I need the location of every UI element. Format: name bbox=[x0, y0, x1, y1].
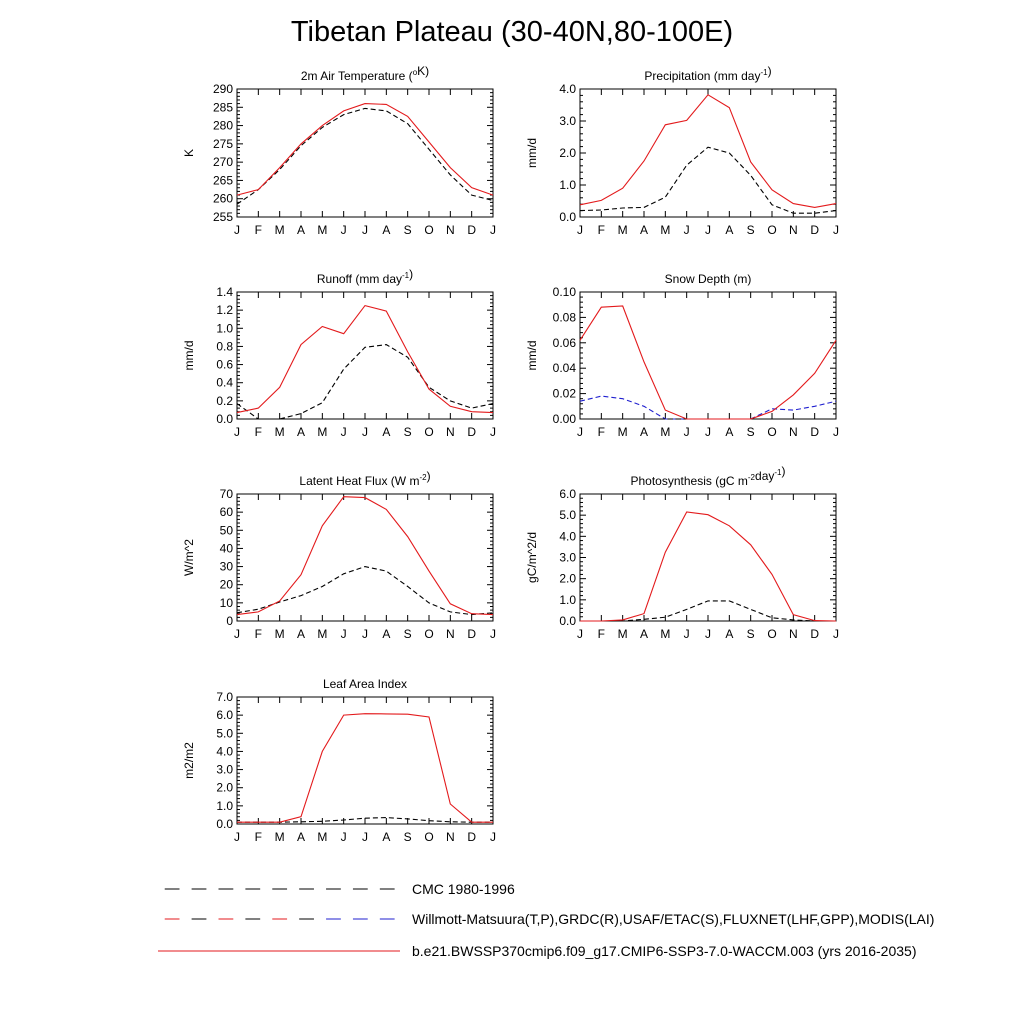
x-tick-label: J bbox=[362, 223, 368, 237]
legend-label: CMC 1980-1996 bbox=[412, 881, 515, 897]
x-tick-label: M bbox=[617, 425, 628, 439]
x-tick-label: D bbox=[467, 627, 477, 641]
y-axis-label: m2/m2 bbox=[182, 742, 196, 779]
y-tick-label: 6.0 bbox=[216, 708, 233, 723]
x-tick-label: M bbox=[274, 830, 285, 844]
x-tick-label: A bbox=[296, 627, 306, 641]
x-tick-label: D bbox=[467, 425, 477, 439]
chart-title: Photosynthesis (gC $m^{-2}day^{-1}$) bbox=[630, 464, 786, 488]
y-tick-label: 1.4 bbox=[216, 285, 233, 299]
x-tick-label: J bbox=[340, 425, 347, 439]
y-tick-label: 4.0 bbox=[216, 744, 233, 759]
y-tick-label: 0.10 bbox=[552, 285, 576, 299]
x-tick-label: O bbox=[767, 627, 777, 641]
y-tick-label: 280 bbox=[212, 118, 233, 133]
chart-lhf bbox=[182, 469, 496, 641]
x-tick-label: J bbox=[234, 830, 240, 844]
series-line-model bbox=[237, 306, 493, 413]
y-tick-label: 10 bbox=[219, 595, 233, 610]
x-tick-label: M bbox=[317, 627, 328, 641]
x-tick-label: N bbox=[788, 425, 798, 439]
y-tick-label: 1.0 bbox=[559, 592, 576, 607]
x-tick-label: O bbox=[767, 425, 777, 439]
y-axis-label: mm/d bbox=[525, 340, 539, 371]
x-tick-label: D bbox=[467, 830, 477, 844]
plot-frame bbox=[237, 292, 493, 419]
x-tick-label: J bbox=[362, 425, 368, 439]
x-tick-label: O bbox=[424, 627, 434, 641]
y-tick-label: 0.08 bbox=[552, 310, 576, 325]
y-tick-label: 0.04 bbox=[552, 361, 576, 376]
y-axis-label: mm/d bbox=[525, 138, 539, 168]
x-tick-label: D bbox=[467, 223, 477, 237]
y-tick-label: 6.0 bbox=[559, 487, 576, 501]
x-tick-label: N bbox=[445, 425, 455, 439]
x-tick-label: A bbox=[382, 425, 391, 439]
plot-frame bbox=[580, 89, 836, 217]
x-tick-label: J bbox=[490, 223, 496, 237]
x-tick-label: D bbox=[810, 223, 820, 237]
y-axis-label: W/m^2 bbox=[182, 539, 196, 576]
y-tick-label: 3.0 bbox=[559, 550, 576, 565]
x-tick-label: N bbox=[788, 223, 798, 237]
x-tick-label: M bbox=[660, 425, 671, 439]
x-tick-label: A bbox=[296, 223, 306, 237]
x-tick-label: J bbox=[577, 627, 583, 641]
x-tick-label: J bbox=[577, 223, 583, 237]
y-tick-label: 0.00 bbox=[552, 412, 576, 426]
x-tick-label: J bbox=[340, 627, 347, 641]
plot-frame bbox=[237, 494, 493, 621]
plot-frame bbox=[580, 292, 836, 419]
y-tick-label: 1.0 bbox=[216, 321, 233, 336]
y-tick-label: 4.0 bbox=[559, 82, 576, 96]
chart-snow bbox=[525, 272, 839, 439]
chart-panels bbox=[182, 64, 839, 844]
x-tick-label: S bbox=[746, 425, 755, 439]
x-tick-label: A bbox=[639, 223, 649, 237]
y-tick-label: 0.0 bbox=[559, 614, 576, 628]
x-tick-label: A bbox=[296, 425, 306, 439]
y-tick-label: 30 bbox=[219, 559, 233, 574]
x-tick-label: J bbox=[683, 627, 690, 641]
x-tick-label: A bbox=[725, 425, 734, 439]
y-tick-label: 60 bbox=[219, 505, 233, 520]
x-tick-label: M bbox=[317, 425, 328, 439]
x-tick-label: O bbox=[424, 830, 434, 844]
y-axis-label: K bbox=[182, 148, 196, 158]
plot-frame bbox=[580, 494, 836, 621]
y-tick-label: 0.02 bbox=[552, 386, 576, 401]
x-tick-label: F bbox=[597, 223, 606, 237]
y-tick-label: 275 bbox=[212, 136, 233, 151]
x-tick-label: N bbox=[445, 627, 455, 641]
x-tick-label: J bbox=[577, 425, 583, 439]
chart-runoff bbox=[182, 267, 496, 439]
y-tick-label: 0.6 bbox=[216, 357, 233, 372]
x-tick-label: D bbox=[810, 425, 820, 439]
y-tick-label: 3.0 bbox=[559, 114, 576, 128]
series-line-model bbox=[237, 714, 493, 823]
y-tick-label: 7.0 bbox=[216, 690, 233, 704]
chart-title: Precipitation (mm day$^{-1}$) bbox=[644, 64, 772, 83]
x-tick-label: J bbox=[234, 627, 240, 641]
plot-frame bbox=[237, 697, 493, 824]
figure-title: Tibetan Plateau (30-40N,80-100E) bbox=[290, 16, 734, 48]
y-tick-label: 260 bbox=[212, 191, 233, 206]
chart-temp bbox=[182, 64, 496, 237]
y-tick-label: 0.0 bbox=[216, 412, 233, 426]
y-tick-label: 40 bbox=[219, 541, 233, 556]
y-tick-label: 0.8 bbox=[216, 339, 233, 354]
x-tick-label: M bbox=[274, 627, 285, 641]
x-tick-label: S bbox=[746, 627, 755, 641]
x-tick-label: J bbox=[683, 425, 690, 439]
y-tick-label: 1.0 bbox=[559, 178, 576, 192]
y-tick-label: 270 bbox=[212, 155, 233, 170]
x-tick-label: J bbox=[833, 627, 839, 641]
x-tick-label: F bbox=[254, 425, 263, 439]
series-line-model bbox=[580, 306, 836, 419]
x-tick-label: N bbox=[445, 223, 455, 237]
x-tick-label: F bbox=[254, 830, 263, 844]
x-tick-label: J bbox=[833, 425, 839, 439]
x-tick-label: F bbox=[254, 223, 263, 237]
series-line-model bbox=[580, 512, 836, 621]
x-tick-label: J bbox=[362, 830, 368, 844]
chart-title: Snow Depth (m) bbox=[664, 272, 752, 286]
x-tick-label: N bbox=[445, 830, 455, 844]
y-tick-label: 3.0 bbox=[216, 762, 233, 777]
y-tick-label: 285 bbox=[212, 100, 233, 115]
x-tick-label: J bbox=[234, 425, 240, 439]
x-tick-label: J bbox=[490, 830, 496, 844]
chart-title: Runoff (mm day$^{-1}$) bbox=[316, 267, 414, 286]
legend-entry bbox=[165, 881, 515, 897]
x-tick-label: J bbox=[705, 223, 711, 237]
y-tick-label: 0.2 bbox=[216, 393, 233, 408]
x-tick-label: A bbox=[296, 830, 306, 844]
y-tick-label: 5.0 bbox=[559, 508, 576, 523]
y-tick-label: 5.0 bbox=[216, 726, 233, 741]
y-tick-label: 255 bbox=[212, 210, 233, 224]
y-tick-label: 1.0 bbox=[216, 798, 233, 813]
y-tick-label: 50 bbox=[219, 523, 233, 538]
x-tick-label: J bbox=[683, 223, 690, 237]
chart-gpp bbox=[525, 464, 839, 641]
legend-entry bbox=[165, 911, 935, 927]
legend-label: Willmott-Matsuura(T,P),GRDC(R),USAF/ETAC(S),FLUXNET(LHF,GPP),MODIS(LAI) bbox=[412, 911, 935, 927]
y-tick-label: 20 bbox=[219, 577, 233, 592]
x-tick-label: J bbox=[705, 627, 711, 641]
chart-title: 2m Air Temperature ($^o$K) bbox=[300, 64, 430, 83]
series-line-model bbox=[237, 104, 493, 196]
x-tick-label: J bbox=[833, 223, 839, 237]
series-line-obs bbox=[580, 147, 836, 213]
y-tick-label: 0.4 bbox=[216, 375, 233, 390]
x-tick-label: A bbox=[725, 627, 734, 641]
series-line-model bbox=[580, 95, 836, 208]
x-tick-label: S bbox=[403, 425, 412, 439]
x-tick-label: J bbox=[490, 627, 496, 641]
x-tick-label: M bbox=[317, 223, 328, 237]
y-tick-label: 0.0 bbox=[559, 210, 576, 224]
legend bbox=[158, 881, 934, 959]
series-line-model bbox=[237, 497, 493, 615]
x-tick-label: S bbox=[403, 223, 412, 237]
series-line-obs bbox=[237, 567, 493, 615]
y-tick-label: 265 bbox=[212, 173, 233, 188]
y-tick-label: 2.0 bbox=[559, 146, 576, 160]
x-tick-label: J bbox=[234, 223, 240, 237]
x-tick-label: A bbox=[639, 425, 649, 439]
chart-title: Latent Heat Flux (W $m^{-2}$) bbox=[299, 469, 431, 488]
x-tick-label: F bbox=[597, 627, 606, 641]
y-tick-label: 1.2 bbox=[216, 303, 233, 318]
x-tick-label: M bbox=[617, 627, 628, 641]
x-tick-label: N bbox=[788, 627, 798, 641]
x-tick-label: M bbox=[660, 627, 671, 641]
y-tick-label: 0 bbox=[226, 614, 233, 628]
y-axis-label: mm/d bbox=[182, 340, 196, 371]
x-tick-label: O bbox=[424, 223, 434, 237]
y-axis-label: gC/m^2/d bbox=[525, 532, 539, 583]
x-tick-label: A bbox=[725, 223, 734, 237]
x-tick-label: O bbox=[767, 223, 777, 237]
x-tick-label: S bbox=[746, 223, 755, 237]
x-tick-label: S bbox=[403, 627, 412, 641]
x-tick-label: O bbox=[424, 425, 434, 439]
x-tick-label: J bbox=[340, 830, 347, 844]
series-line-obs bbox=[237, 108, 493, 204]
x-tick-label: J bbox=[490, 425, 496, 439]
x-tick-label: M bbox=[274, 223, 285, 237]
x-tick-label: M bbox=[617, 223, 628, 237]
y-tick-label: 2.0 bbox=[216, 780, 233, 795]
x-tick-label: M bbox=[317, 830, 328, 844]
x-tick-label: F bbox=[254, 627, 263, 641]
y-tick-label: 0.0 bbox=[216, 817, 233, 831]
x-tick-label: A bbox=[382, 830, 391, 844]
x-tick-label: J bbox=[705, 425, 711, 439]
x-tick-label: A bbox=[382, 223, 391, 237]
chart-precip bbox=[525, 64, 839, 237]
y-tick-label: 4.0 bbox=[559, 529, 576, 544]
x-tick-label: J bbox=[340, 223, 347, 237]
x-tick-label: S bbox=[403, 830, 412, 844]
x-tick-label: J bbox=[362, 627, 368, 641]
chart-title: Leaf Area Index bbox=[322, 677, 408, 691]
legend-label: b.e21.BWSSP370cmip6.f09_g17.CMIP6-SSP3-7.0-WACCM.003 (yrs 2016-2035) bbox=[412, 943, 917, 959]
x-tick-label: D bbox=[810, 627, 820, 641]
y-tick-label: 2.0 bbox=[559, 571, 576, 586]
x-tick-label: M bbox=[274, 425, 285, 439]
y-tick-label: 0.06 bbox=[552, 335, 576, 350]
x-tick-label: A bbox=[639, 627, 649, 641]
legend-entry bbox=[158, 943, 917, 959]
y-tick-label: 290 bbox=[212, 82, 233, 96]
y-tick-label: 70 bbox=[219, 487, 233, 501]
x-tick-label: F bbox=[597, 425, 606, 439]
x-tick-label: A bbox=[382, 627, 391, 641]
x-tick-label: M bbox=[660, 223, 671, 237]
chart-lai bbox=[182, 677, 496, 844]
